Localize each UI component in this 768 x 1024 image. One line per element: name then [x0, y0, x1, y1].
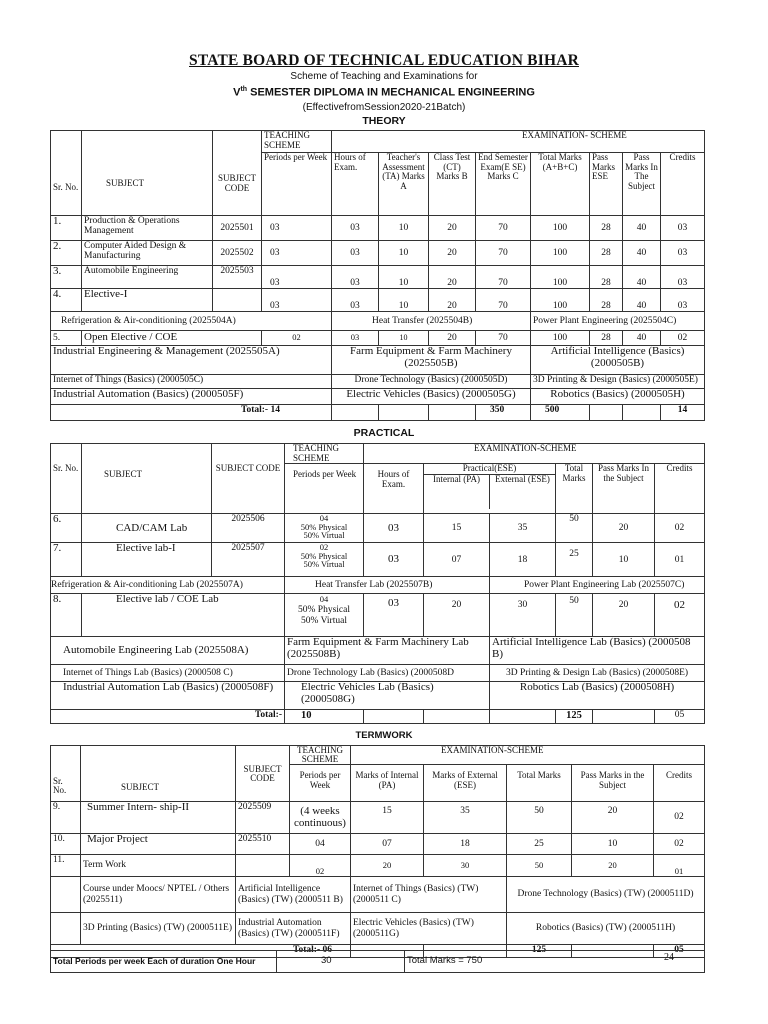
termwork-table — [50, 745, 705, 958]
coe-lab-options-row: Automobile Engineering Lab (2025508A) Farm Equipment & Farm Machinery Lab (2025508B) Artificial Intelligence Lab (Basics) (2000508 B) — [51, 637, 705, 665]
termwork-head-external: Marks of External (ESE) — [424, 765, 507, 802]
elective-lab-options-row: Refrigeration & Air-conditioning Lab (2025507A) Heat Transfer Lab (2025507B) Power Plant Engineering Lab (2025507C) — [51, 577, 705, 594]
practical-head-teaching: TEACHING SCHEME — [285, 444, 364, 464]
table-row: 3. Automobile Engineering 2025503 03 03 10 20 70 100 28 40 03 — [51, 266, 705, 289]
table-row: 7. Elective lab-I 2025507 02 50% Physical 50% Virtual 03 07 18 25 10 01 — [51, 543, 705, 577]
termwork-head-pass: Pass Marks in the Subject — [572, 765, 654, 802]
open-elective-options-row: Internet of Things (Basics) (2000505C) Drone Technology (Basics) (2000505D) 3D Printing & Design (Basics) (2000505E) — [51, 375, 705, 389]
board-title: STATE BOARD OF TECHNICAL EDUCATION BIHAR — [189, 52, 579, 69]
termwork-head-sr: Sr. No. — [51, 765, 81, 802]
elective-options-row: Refrigeration & Air-conditioning (2025504A) Heat Transfer (2025504B) Power Plant Engineering (2025504C) — [51, 312, 705, 331]
table-row: 1. Production & Operations Management 2025501 03 03 10 20 70 100 28 40 03 — [51, 216, 705, 241]
practical-total-row: Total:- 10 125 05 — [51, 710, 705, 724]
theory-head-sr-top — [51, 131, 82, 153]
theory-table — [50, 130, 705, 421]
practical-head-credits: Credits — [655, 464, 705, 514]
page-number: 24 — [664, 952, 674, 963]
practical-head-sr: Sr. No. — [51, 464, 82, 514]
termwork-head-subject: SUBJECT — [81, 765, 236, 802]
table-row: 2. Computer Aided Design & Manufacturing 2025502 03 03 10 20 70 100 28 40 03 — [51, 241, 705, 266]
theory-head-ct: Class Test (CT) Marks B — [429, 153, 476, 216]
summary-footer — [50, 950, 705, 973]
practical-head-hours: Hours of Exam. — [364, 464, 424, 514]
table-row: 9. Summer Intern- ship-II 2025509 (4 weeks continuous) 15 35 50 20 02 — [51, 802, 705, 834]
termwork-head-teaching: TEACHING SCHEME — [290, 746, 351, 765]
theory-head-pass-subject: Pass Marks In The Subject — [623, 153, 661, 216]
table-row: 10. Major Project 2025510 04 07 18 25 10 02 — [51, 834, 705, 855]
theory-head-pass-ese: Pass Marks ESE — [590, 153, 623, 216]
open-elective-options-row: Industrial Engineering & Management (2025505A) Farm Equipment & Farm Machinery (2025505B) Artificial Intelligence (Basics) (2000505B) — [51, 346, 705, 375]
total-periods-label: Total Periods per week Each of duration One Hour — [51, 951, 277, 973]
practical-head-external: External (ESE) — [495, 474, 550, 485]
theory-head-code: SUBJECT CODE — [213, 153, 262, 216]
session-note: (EffectivefromSession2020-21Batch) — [302, 102, 466, 113]
termwork-head-internal: Marks of Internal (PA) — [351, 765, 424, 802]
table-row: 6. CAD/CAM Lab 2025506 04 50% Physical 50% Virtual 03 15 35 50 20 02 — [51, 514, 705, 543]
practical-head-exam: EXAMINATION-SCHEME — [474, 443, 577, 453]
termwork-heading: TERMWORK — [355, 730, 413, 741]
theory-head-total: Total Marks (A+B+C) — [531, 153, 590, 216]
table-row: 5. Open Elective / COE 02 03 10 20 70 100 28 40 02 — [51, 331, 705, 346]
scheme-subtitle: Scheme of Teaching and Examinations for — [290, 71, 478, 82]
termwork-head-periods: Periods per Week — [290, 765, 351, 802]
moocs-options-row: Course under Moocs/ NPTEL / Others (2025511) Artificial Intelligence (Basics) (TW) (2000511 B) Internet of Things (Basics) (TW) (2000511 C) Drone Technology (Basics) (TW) (2000511D) — [51, 877, 705, 913]
practical-head-internal: Internal (PA) — [424, 475, 490, 509]
table-row: 4. Elective-I 03 03 10 20 70 100 28 40 03 — [51, 289, 705, 312]
practical-head-code: SUBJECT CODE — [212, 464, 285, 514]
theory-total-row: Total:- 14 350 500 14 — [51, 405, 705, 421]
termwork-head-total: Total Marks — [507, 765, 572, 802]
moocs-options-row: 3D Printing (Basics) (TW) (2000511E) Industrial Automation (Basics) (TW) (2000511F) Electric Vehicles (Basics) (TW) (2000511G) Robotics (Basics) (TW) (2000511H) — [51, 913, 705, 945]
theory-head-hours: Hours of Exam. — [332, 153, 379, 216]
practical-head-total: Total Marks — [556, 464, 593, 514]
practical-head-subject: SUBJECT — [82, 464, 212, 514]
termwork-total-row: Total:- 06 125 05 — [51, 945, 705, 958]
coe-lab-options-row: Industrial Automation Lab (Basics) (2000508F) Electric Vehicles Lab (Basics) (2000508G) Robotics Lab (Basics) (2000508H) — [51, 682, 705, 710]
theory-head-ta: Teacher's Assessment (TA) Marks A — [379, 153, 429, 216]
practical-heading: PRACTICAL — [353, 427, 415, 439]
termwork-head-credits: Credits — [654, 765, 705, 802]
total-marks: Total Marks = 750 — [405, 951, 705, 973]
table-row: 8. Elective lab / COE Lab 04 50% Physical 50% Virtual 03 20 30 50 20 02 — [51, 594, 705, 637]
semester-title: Vth SEMESTER DIPLOMA IN MECHANICAL ENGINEERING — [233, 86, 535, 99]
theory-head-exam: EXAMINATION- SCHEME — [332, 131, 705, 153]
total-periods-value: 30 — [277, 951, 405, 973]
practical-table — [50, 443, 705, 724]
practical-head-periods: Periods per Week — [285, 464, 364, 514]
termwork-head-code: SUBJECT CODE — [236, 765, 290, 802]
termwork-head-exam: EXAMINATION-SCHEME — [441, 745, 544, 755]
theory-head-sr: Sr. No. — [51, 153, 82, 216]
theory-head-credits: Credits — [661, 153, 705, 216]
table-row: 11. Term Work 02 20 30 50 20 01 — [51, 855, 705, 877]
theory-head-teaching: TEACHING SCHEME — [262, 131, 332, 153]
theory-head-periods: Periods per Week — [262, 153, 332, 216]
theory-heading: THEORY — [362, 115, 406, 127]
open-elective-options-row: Industrial Automation (Basics) (2000505F) Electric Vehicles (Basics) (2000505G) Robotics (Basics) (2000505H) — [51, 389, 705, 405]
theory-head-ese: End Semester Exam(E SE) Marks C — [476, 153, 531, 216]
practical-head-pass: Pass Marks In the Subject — [593, 464, 655, 514]
theory-head-subject: SUBJECT — [82, 153, 213, 216]
practical-head-practical: Practical(ESE) — [424, 464, 555, 475]
coe-lab-options-row: Internet of Things Lab (Basics) (2000508 C) Drone Technology Lab (Basics) (2000508D 3D Printing & Design Lab (Basics) (2000508E) — [51, 665, 705, 682]
